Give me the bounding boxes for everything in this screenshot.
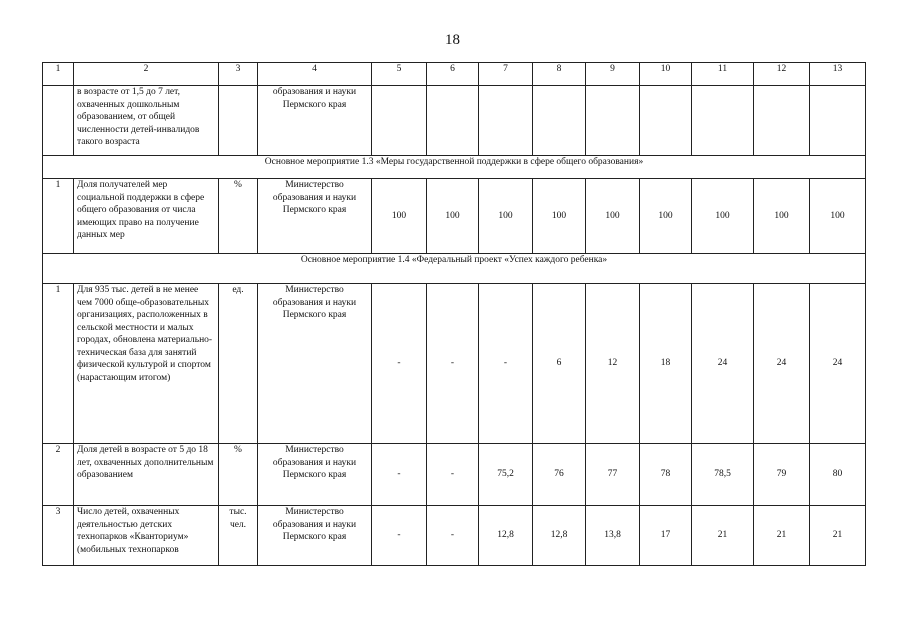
value-cell: 6 — [533, 284, 586, 444]
value-cell: 76 — [533, 444, 586, 506]
unit-cell: % — [219, 179, 258, 254]
section-row — [43, 254, 866, 284]
value-cell: 12,8 — [533, 506, 586, 566]
row-number: 1 — [43, 179, 74, 254]
value-cell: 18 — [640, 284, 692, 444]
table-row — [43, 444, 866, 506]
value-cell: 17 — [640, 506, 692, 566]
header-cell: 4 — [258, 63, 372, 86]
value-cell — [692, 86, 754, 156]
value-cell: - — [372, 506, 427, 566]
value-cell: - — [372, 444, 427, 506]
indicator-name: Число детей, охваченных деятельностью детских технопарков «Кванториум» (мобильных технопарков — [74, 506, 219, 566]
page-number: 18 — [445, 32, 460, 48]
value-cell — [533, 86, 586, 156]
unit-cell: % — [219, 444, 258, 506]
section-row — [43, 156, 866, 179]
row-number: 3 — [43, 506, 74, 566]
value-cell: 100 — [372, 179, 427, 254]
value-cell: - — [427, 444, 479, 506]
header-cell: 5 — [372, 63, 427, 86]
header-cell: 1 — [43, 63, 74, 86]
value-cell: 80 — [810, 444, 866, 506]
value-cell: 75,2 — [479, 444, 533, 506]
value-cell: 100 — [427, 179, 479, 254]
indicator-name: Доля получателей мер социальной поддержки в сфере общего образования от числа имеющих право на получение данных мер — [74, 179, 219, 254]
indicator-name: в возрасте от 1,5 до 7 лет, охваченных дошкольным образованием, от общей численности детей-инвалидов такого возраста — [74, 86, 219, 156]
value-cell — [640, 86, 692, 156]
header-cell: 6 — [427, 63, 479, 86]
row-number: 2 — [43, 444, 74, 506]
value-cell: 24 — [754, 284, 810, 444]
section-title: Основное мероприятие 1.3 «Меры государственной поддержки в сфере общего образования» — [43, 156, 866, 179]
value-cell: 24 — [692, 284, 754, 444]
value-cell: 21 — [754, 506, 810, 566]
row-number: 1 — [43, 284, 74, 444]
header-cell: 3 — [219, 63, 258, 86]
responsible-body: Министерство образования и науки Пермского края — [258, 179, 372, 254]
unit-cell: тыс. чел. — [219, 506, 258, 566]
value-cell: 79 — [754, 444, 810, 506]
table-row — [43, 86, 866, 156]
value-cell: 21 — [810, 506, 866, 566]
value-cell: 100 — [692, 179, 754, 254]
value-cell: 100 — [586, 179, 640, 254]
header-cell: 12 — [754, 63, 810, 86]
responsible-body: образования и науки Пермского края — [258, 86, 372, 156]
value-cell: 78 — [640, 444, 692, 506]
value-cell: - — [427, 284, 479, 444]
value-cell: 12 — [586, 284, 640, 444]
responsible-body: Министерство образования и науки Пермского края — [258, 506, 372, 566]
value-cell: 100 — [754, 179, 810, 254]
table-row — [43, 284, 866, 444]
header-cell: 10 — [640, 63, 692, 86]
value-cell — [586, 86, 640, 156]
value-cell: - — [427, 506, 479, 566]
value-cell: 78,5 — [692, 444, 754, 506]
row-number-cell — [43, 86, 74, 156]
table-row — [43, 179, 866, 254]
value-cell — [479, 86, 533, 156]
value-cell: - — [372, 284, 427, 444]
value-cell: 100 — [810, 179, 866, 254]
unit-cell — [219, 86, 258, 156]
section-title: Основное мероприятие 1.4 «Федеральный проект «Успех каждого ребенка» — [43, 254, 866, 284]
value-cell: 100 — [533, 179, 586, 254]
value-cell — [372, 86, 427, 156]
header-cell: 2 — [74, 63, 219, 86]
indicator-name: Для 935 тыс. детей в не менее чем 7000 обще-образовательных организациях, расположенных в сельской местности и малых городах, обновлена материально-техническая база для занятий физической культурой и спортом (нарастающим итогом) — [74, 284, 219, 444]
value-cell: 100 — [479, 179, 533, 254]
table-row — [43, 506, 866, 566]
indicators-table — [42, 62, 866, 566]
header-cell: 7 — [479, 63, 533, 86]
responsible-body: Министерство образования и науки Пермского края — [258, 284, 372, 444]
value-cell: 12,8 — [479, 506, 533, 566]
header-cell: 9 — [586, 63, 640, 86]
header-cell: 8 — [533, 63, 586, 86]
responsible-body: Министерство образования и науки Пермского края — [258, 444, 372, 506]
header-cell: 11 — [692, 63, 754, 86]
value-cell: 21 — [692, 506, 754, 566]
value-cell: - — [479, 284, 533, 444]
value-cell: 24 — [810, 284, 866, 444]
indicator-name: Доля детей в возрасте от 5 до 18 лет, охваченных дополнительным образованием — [74, 444, 219, 506]
value-cell — [427, 86, 479, 156]
value-cell — [754, 86, 810, 156]
unit-cell: ед. — [219, 284, 258, 444]
value-cell: 13,8 — [586, 506, 640, 566]
header-cell: 13 — [810, 63, 866, 86]
value-cell: 100 — [640, 179, 692, 254]
value-cell: 77 — [586, 444, 640, 506]
value-cell — [810, 86, 866, 156]
table-header-row — [43, 63, 866, 86]
